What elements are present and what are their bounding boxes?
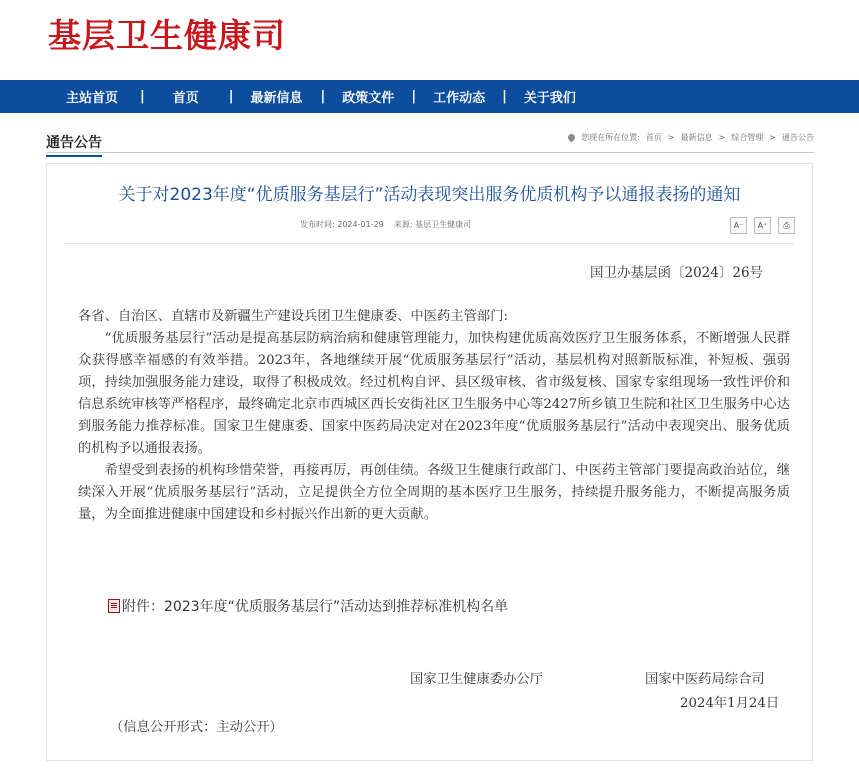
disclosure-note: （信息公开形式：主动公开） [110, 720, 283, 735]
nav-item-main-home[interactable]: 主站首页 [66, 91, 119, 106]
nav-separator: | [228, 89, 234, 104]
nav-separator: | [140, 89, 145, 104]
site-title: 基层卫生健康司 [48, 16, 286, 55]
article-body [78, 306, 790, 526]
source-name: 基层卫生健康司 [415, 220, 472, 229]
publish-date: 2024-01-29 [337, 220, 384, 229]
print-icon[interactable]: ⎙ [778, 217, 795, 234]
nav-item-home[interactable]: 首页 [172, 91, 199, 106]
sign-date: 2024年1月24日 [680, 696, 780, 711]
divider [64, 243, 794, 244]
breadcrumb-item-latest[interactable]: 最新信息 [680, 133, 713, 142]
nav-separator: | [502, 89, 507, 104]
article-meta [300, 219, 471, 230]
article-tools [730, 217, 795, 234]
nav-item-latest[interactable]: 最新信息 [250, 91, 303, 106]
section-title: 通告公告 [46, 132, 102, 157]
signatory-tcm: 国家中医药局综合司 [645, 672, 765, 687]
nav-item-about[interactable]: 关于我们 [523, 91, 576, 106]
nav-separator: | [411, 89, 417, 104]
attachment-label[interactable]: 附件：2023年度“优质服务基层行”活动达到推荐标准机构名单 [122, 599, 509, 615]
paragraph: “优质服务基层行”活动是提高基层防病治病和健康管理能力，加快构建优质高效医疗卫生服务体系，不断增强人民群众获得感幸福感的有效举措。2023年，各地继续开展“优质服务基层行”活动，基层机构对照新版标准，补短板、强弱项，持续加强服务能力建设，取得了积极成效。经过机构自评、县区级审核、省市级复核、国家专家组现场一致性评价和信息系统审核等严格程序，最终确定北京市西城区西长安街社区卫生服务中心等2427所乡镇卫生院和社区卫生服务中心达到服务能力推荐标准。国家卫生健康委、国家中医药局决定对在2023年度“优质服务基层行”活动中表现突出、服务优质的机构予以通报表扬。 [78, 331, 790, 456]
addressee: 各省、自治区、直辖市及新疆生产建设兵团卫生健康委、中医药主管部门: [78, 309, 508, 324]
source-label: 来源: [393, 220, 413, 229]
nav-item-work[interactable]: 工作动态 [433, 91, 486, 106]
article-title: 关于对2023年度“优质服务基层行”活动表现突出服务优质机构予以通报表扬的通知 [118, 185, 741, 205]
paragraph: 希望受到表扬的机构珍惜荣誉，再接再厉，再创佳绩。各级卫生健康行政部门、中医药主管部门要提高政治站位，继续深入开展“优质服务基层行”活动，立足提供全方位全周期的基本医疗卫生服务，持续提升服务能力，不断提高服务质量，为全面推进健康中国建设和乡村振兴作出新的更大贡献。 [78, 463, 790, 522]
breadcrumb-item-admin[interactable]: 综合管理 [731, 133, 764, 142]
breadcrumb-prefix: 您现在所在位置: [581, 133, 640, 142]
font-smaller-button[interactable]: A⁻ [730, 217, 747, 234]
location-pin-icon [567, 133, 577, 143]
breadcrumb-item-home[interactable]: 首页 [645, 133, 662, 142]
document-icon [108, 599, 120, 613]
font-larger-button[interactable]: A⁺ [754, 217, 771, 234]
breadcrumb-item-notice[interactable]: 通告公告 [782, 133, 814, 142]
main-nav [0, 80, 859, 113]
breadcrumb-separator: > [667, 133, 675, 142]
breadcrumb-separator: > [769, 133, 776, 142]
publish-label: 发布时间: [300, 220, 335, 229]
breadcrumb-separator: > [718, 133, 726, 142]
attachment-link[interactable] [108, 596, 508, 616]
section-bar [46, 128, 814, 153]
doc-number: 国卫办基层函〔2024〕26号 [590, 265, 764, 281]
breadcrumb [568, 132, 814, 143]
signatory-nhc: 国家卫生健康委办公厅 [410, 672, 543, 687]
nav-separator: | [320, 89, 326, 104]
nav-item-policy[interactable]: 政策文件 [342, 91, 395, 106]
